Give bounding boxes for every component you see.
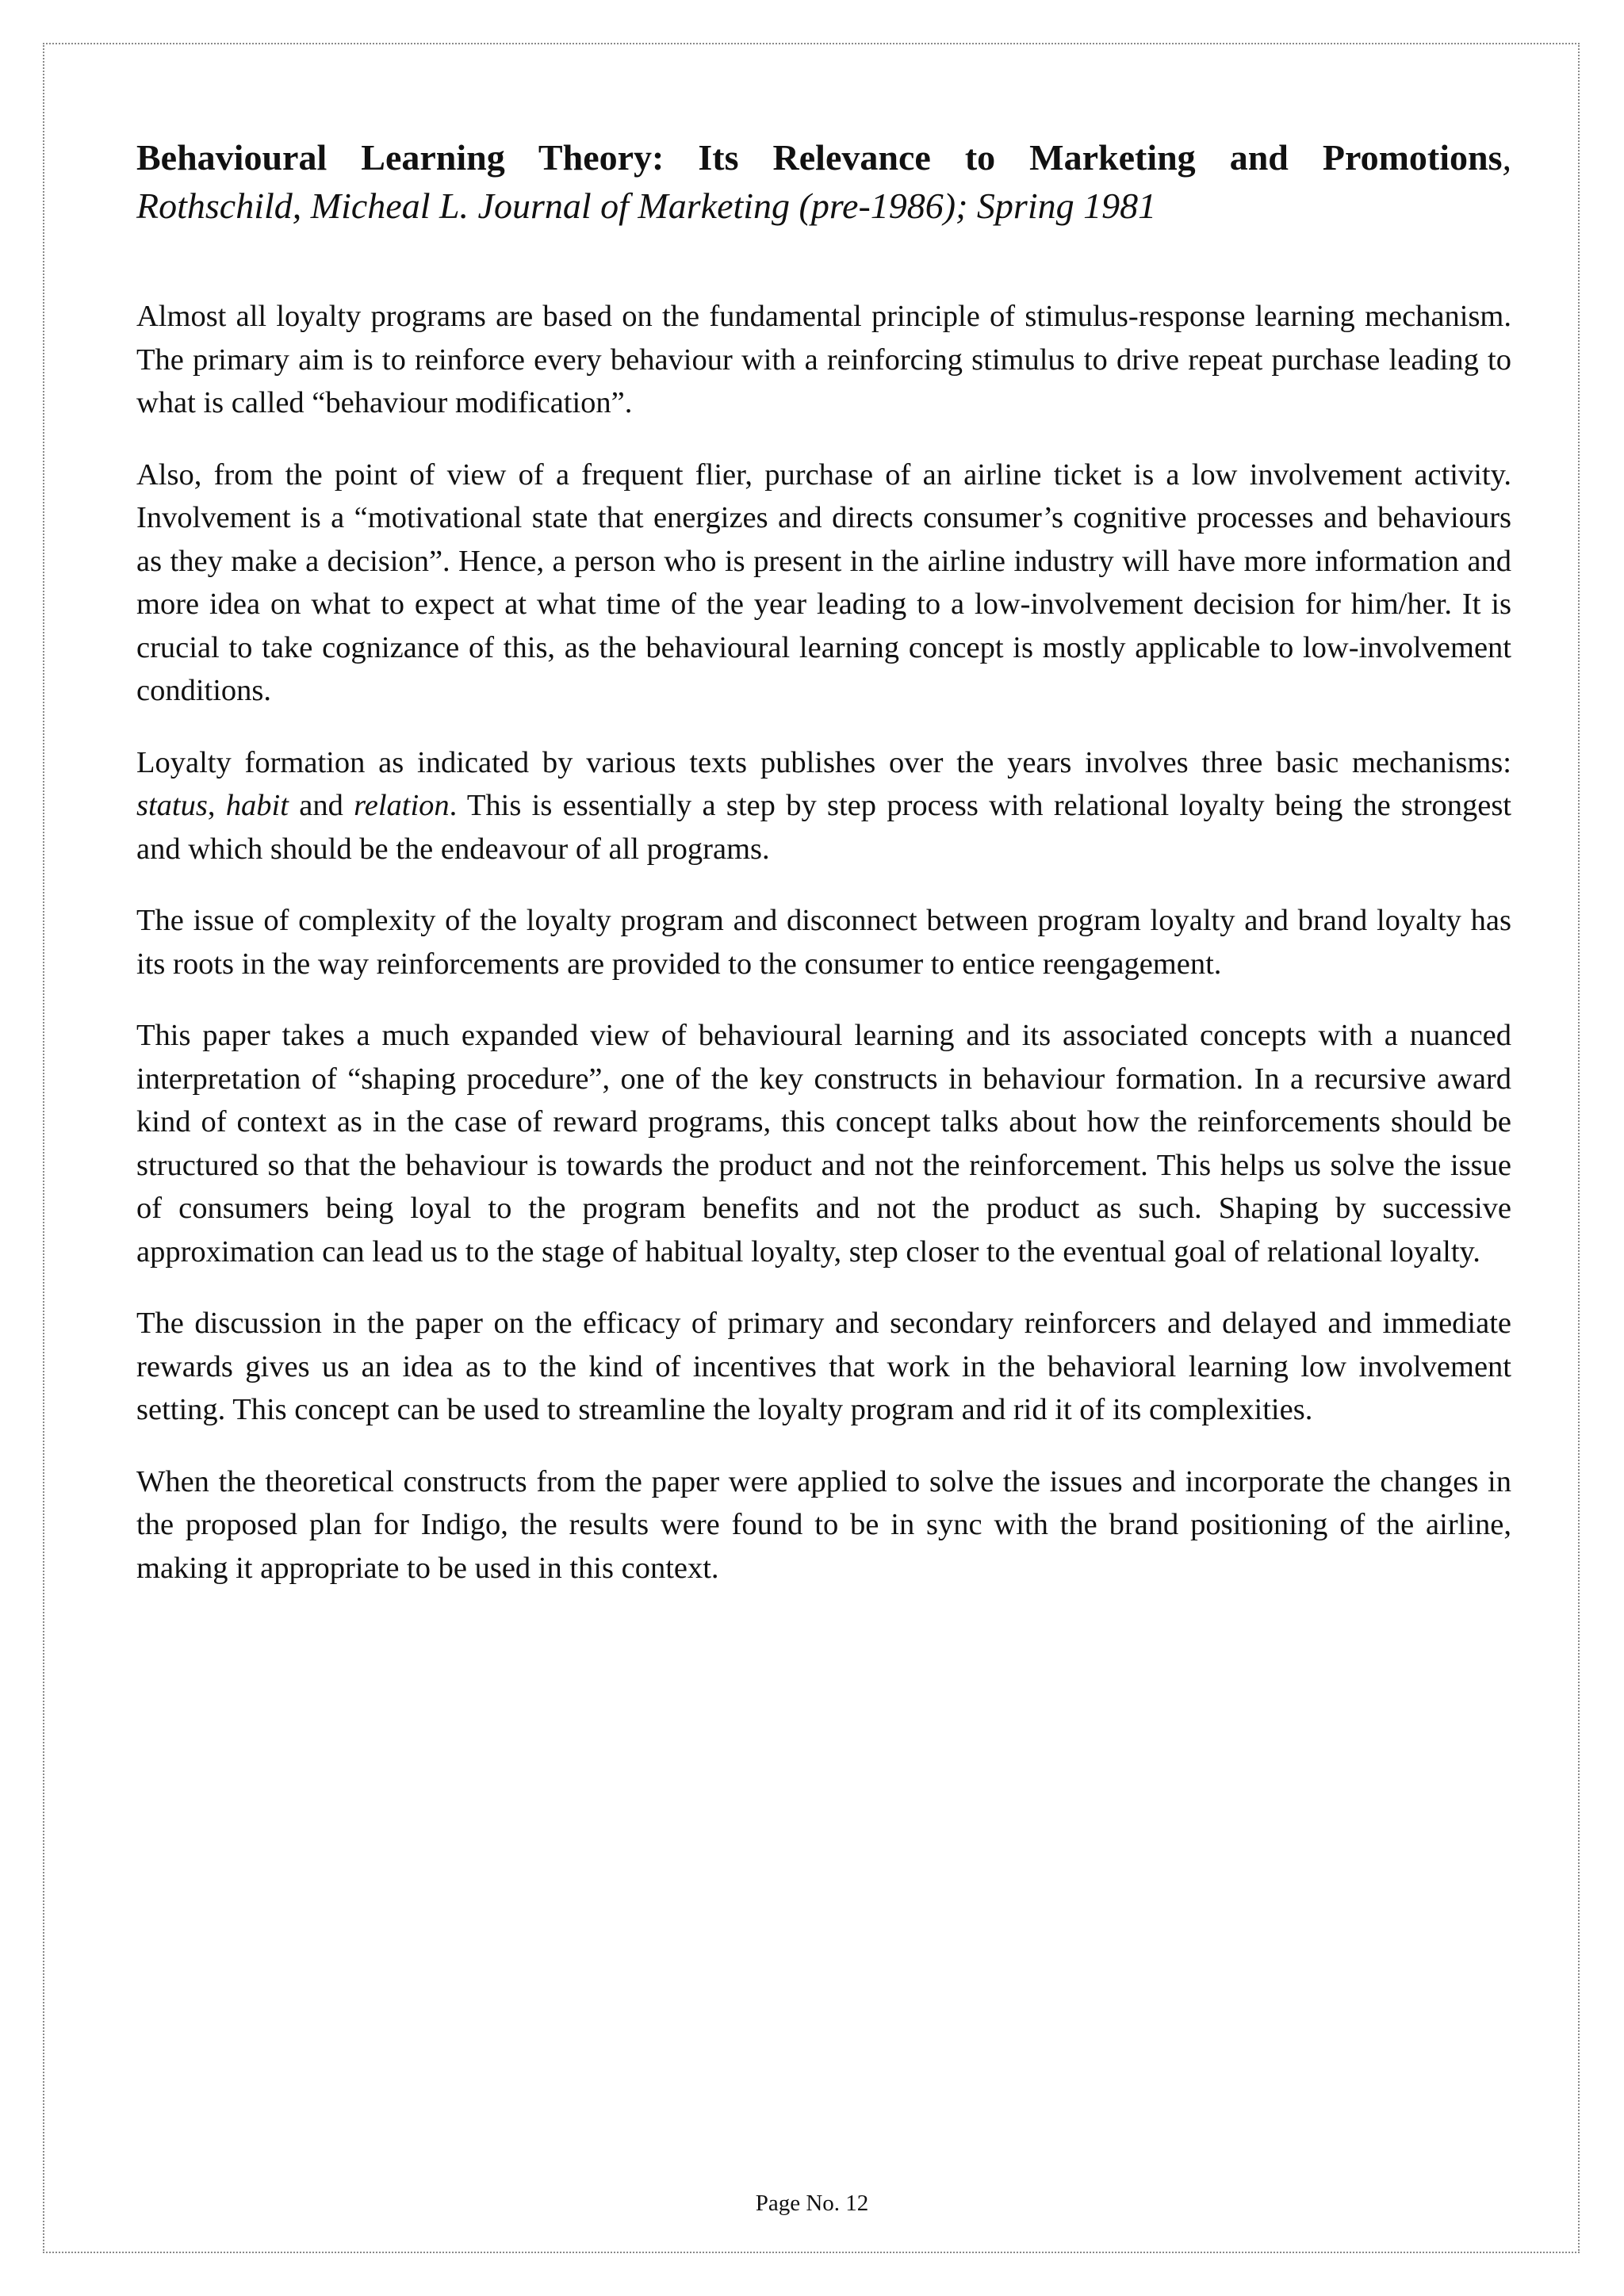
paragraph-low-involvement: Also, from the point of view of a frequent flier, purchase of an airline ticket is a low involvement activity. Involvement is a “motivational state that energizes and directs consumer’s cognitive processes and behaviours as they make a decision”. Hence, a person who is present in the airline industry will have more information and more idea on what to expect at what time of the year leading to a low-involvement decision for him/her. It is crucial to take cognizance of this, as the behavioural learning concept is mostly applicable to low-involvement conditions. bbox=[136, 457, 1511, 707]
document-body bbox=[136, 133, 1511, 1618]
p3-part1: Loyalty formation as indicated by various texts publishes over the years involves three basic mechanisms: bbox=[136, 745, 1511, 779]
paragraph-shaping-procedure: This paper takes a much expanded view of behavioural learning and its associated concepts with a nuanced interpretation of “shaping procedure”, one of the key constructs in behaviour formation. In a recursive award kind of context as in the case of reward programs, this concept talks about how the reinforcements should be structured so that the behaviour is towards the product and not the reinforcement. This helps us solve the issue of consumers being loyal to the program benefits and not the product as such. Shaping by successive approximation can lead us to the stage of habitual loyalty, step closer to the eventual goal of relational loyalty. bbox=[136, 1019, 1511, 1269]
p3-sep2: and bbox=[288, 789, 354, 822]
term-relation: relation bbox=[354, 789, 450, 822]
reference-title-text: Behavioural Learning Theory: Its Relevance to Marketing and Promotions bbox=[136, 137, 1503, 178]
paragraph-reinforcers: The discussion in the paper on the efficacy of primary and secondary reinforcers and delayed and immediate rewards gives us an idea as to the kind of incentives that work in the behavioral learning low involvement setting. This concept can be used to streamline the loyalty program and rid it of its complexities. bbox=[136, 1307, 1511, 1426]
paragraph-complexity-issue: The issue of complexity of the loyalty program and disconnect between program loyalty and brand loyalty has its roots in the way reinforcements are provided to the consumer to entice reengagement. bbox=[136, 904, 1511, 981]
reference-title bbox=[136, 133, 1511, 182]
paragraph-application-indigo: When the theoretical constructs from the paper were applied to solve the issues and incorporate the changes in the proposed plan for Indigo, the results were found to be in sync with the brand positioning of the airline, making it appropriate to be used in this context. bbox=[136, 1464, 1511, 1585]
term-habit: habit bbox=[225, 789, 289, 822]
reference-title-punct: , bbox=[1502, 137, 1511, 178]
paragraph-loyalty-mechanisms bbox=[136, 741, 1511, 871]
term-status: status bbox=[136, 789, 208, 822]
reference-source: Rothschild, Micheal L. Journal of Marketing (pre-1986); Spring 1981 bbox=[136, 186, 1157, 226]
page-number: Page No. 12 bbox=[755, 2191, 869, 2216]
paragraph-stimulus-response: Almost all loyalty programs are based on the fundamental principle of stimulus-response learning mechanism. The primary aim is to reinforce every behaviour with a reinforcing stimulus to drive repeat purchase leading to what is called “behaviour modification”. bbox=[136, 300, 1511, 419]
p3-part2: . This is essentially a step by step process with relational loyalty being the strongest and which should be the endeavour of all programs. bbox=[136, 789, 1511, 866]
p3-sep1: , bbox=[207, 789, 226, 822]
